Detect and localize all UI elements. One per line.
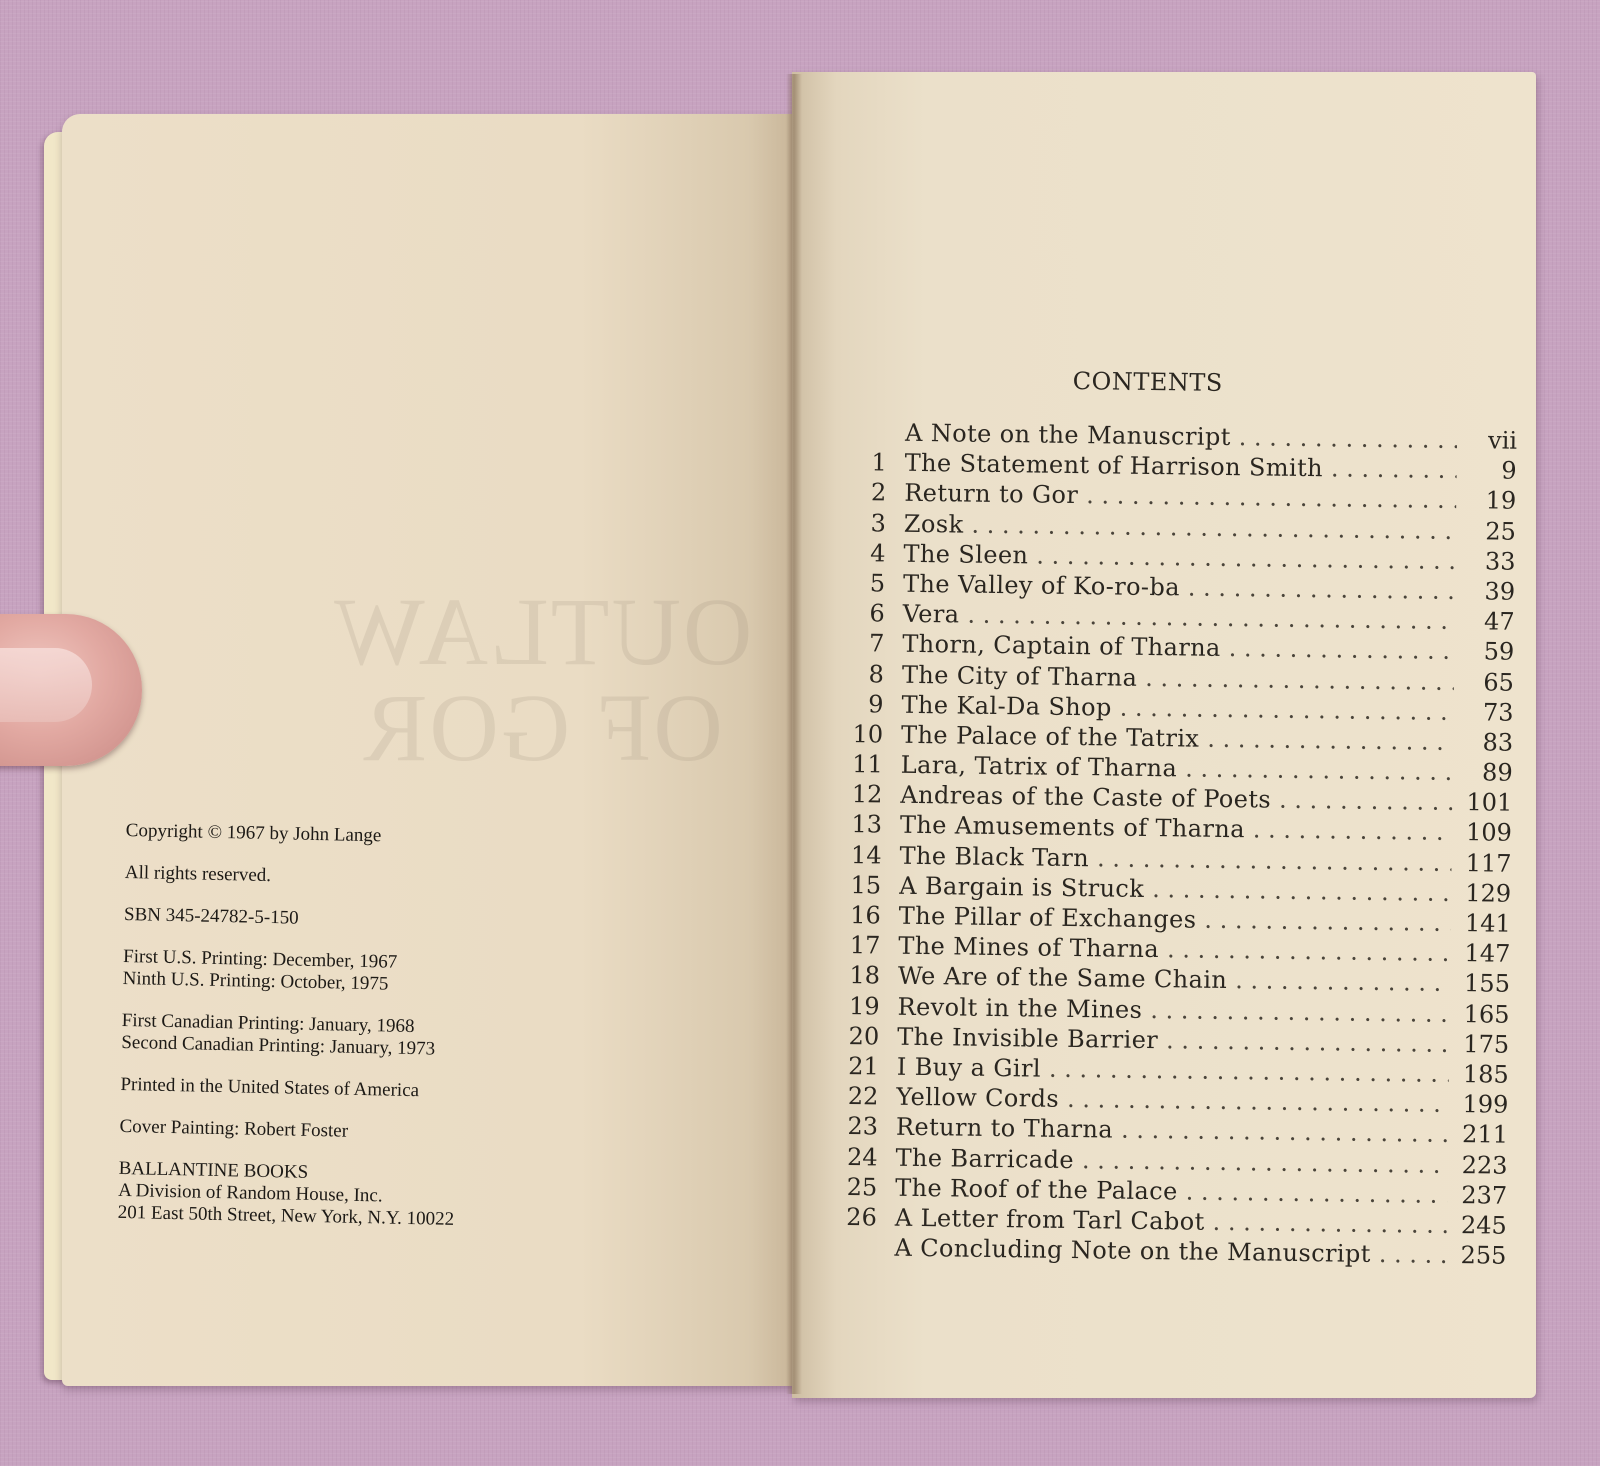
toc-dot-leader: [1082, 1146, 1448, 1179]
toc-chapter-title: The Black Tarn: [899, 841, 1090, 872]
book-spine-gutter: [786, 74, 802, 1394]
toc-chapter-number: 18: [849, 961, 881, 990]
toc-dot-leader: [1186, 1177, 1448, 1208]
toc-chapter-number: 19: [848, 991, 880, 1021]
cover-painting-line: Cover Painting: Robert Foster: [119, 1115, 349, 1142]
toc-chapter-number: 17: [849, 931, 881, 960]
toc-chapter-title: The Mines of Tharna: [898, 931, 1160, 964]
toc-page-number: 109: [1465, 818, 1513, 848]
toc-dot-leader: [1229, 634, 1455, 665]
toc-page-number: 89: [1481, 758, 1513, 787]
toc-chapter-title: Lara, Tatrix of Tharna: [900, 750, 1178, 783]
printed-in-line: Printed in the United States of America: [120, 1073, 420, 1102]
toc-dot-leader: [1067, 1085, 1449, 1118]
toc-chapter-number: 24: [846, 1142, 878, 1171]
toc-chapter-title: Andreas of the Caste of Poets: [900, 780, 1272, 814]
toc-chapter-number: 4: [870, 539, 886, 568]
toc-list: [836, 418, 1517, 1272]
thumbnail: [0, 648, 92, 722]
toc-chapter-title: The Amusements of Tharna: [899, 811, 1246, 844]
toc-dot-leader: [967, 601, 1455, 635]
toc-dot-leader: [1204, 906, 1451, 937]
toc-chapter-title: Return to Gor: [904, 479, 1079, 510]
toc-chapter-number: 13: [851, 810, 883, 839]
toc-chapter-title: The City of Tharna: [901, 660, 1138, 692]
toc-dot-leader: [1239, 423, 1458, 454]
toc-page-number: 165: [1463, 999, 1510, 1029]
toc-dot-leader: [1152, 875, 1451, 907]
toc-chapter-number: 21: [848, 1052, 879, 1081]
toc-chapter-number: 26: [846, 1202, 878, 1232]
toc-chapter-number: 3: [870, 508, 887, 538]
toc-dot-leader: [1166, 1026, 1449, 1058]
toc-dot-leader: [1212, 1208, 1446, 1239]
second-canadian-printing-line: Second Canadian Printing: January, 1973: [121, 1031, 436, 1060]
publisher-address: 201 East 50th Street, New York, N.Y. 10022: [117, 1201, 455, 1230]
toc-chapter-number: 8: [868, 659, 885, 688]
toc-chapter-title: A Bargain is Struck: [898, 871, 1145, 903]
toc-chapter-number: 7: [868, 629, 885, 658]
toc-dot-leader: [1331, 455, 1457, 485]
toc-dot-leader: [1253, 816, 1452, 847]
toc-chapter-number: 11: [852, 750, 883, 779]
toc-chapter-number: [836, 1255, 894, 1256]
toc-chapter-number: 10: [852, 719, 884, 749]
toc-page-number: 223: [1461, 1150, 1508, 1180]
toc-dot-leader: [1279, 786, 1453, 816]
toc-dot-leader: [1188, 573, 1456, 604]
toc-dot-leader: [1167, 935, 1451, 967]
toc-dot-leader: [1086, 482, 1456, 515]
toc-chapter-number: 16: [850, 901, 881, 930]
toc-chapter-title: The Barricade: [895, 1143, 1075, 1174]
toc-page-number: 25: [1485, 516, 1517, 546]
toc-chapter-number: 5: [869, 569, 886, 598]
toc-chapter-title: Yellow Cords: [896, 1082, 1060, 1113]
toc-chapter-number: 14: [850, 840, 882, 870]
toc-chapter-number: 22: [847, 1082, 879, 1111]
toc-dot-leader: [1120, 693, 1454, 725]
toc-chapter-number: 1: [871, 448, 887, 477]
toc-chapter-title: Vera: [902, 599, 960, 629]
toc-dot-leader: [1185, 755, 1453, 786]
toc-chapter-title: The Pillar of Exchanges: [898, 901, 1197, 934]
rights-line: All rights reserved.: [124, 861, 272, 887]
first-us-printing-line: First U.S. Printing: December, 1967: [122, 945, 398, 973]
toc-page-number: 101: [1466, 788, 1513, 817]
toc-chapter-title: The Kal-Da Shop: [901, 690, 1112, 722]
toc-chapter-title: The Palace of the Tatrix: [900, 720, 1200, 753]
toc-dot-leader: [1150, 996, 1450, 1028]
toc-chapter-number: 2: [870, 478, 887, 507]
toc-chapter-number: 12: [851, 780, 883, 809]
toc-chapter-title: A Note on the Manuscript: [904, 418, 1231, 452]
toc-dot-leader: [971, 510, 1456, 544]
toc-chapter-number: 6: [869, 599, 885, 628]
toc-chapter-number: 9: [868, 689, 884, 719]
toc-page-number: 155: [1463, 969, 1511, 999]
toc-page-number: 129: [1465, 878, 1512, 908]
toc-dot-leader: [1207, 725, 1453, 756]
toc-page-number: 19: [1485, 486, 1517, 516]
copyright-block: [118, 820, 646, 1235]
contents-heading: CONTENTS: [1072, 366, 1223, 397]
toc-chapter-number: [847, 440, 905, 441]
toc-page-number: 245: [1460, 1210, 1507, 1240]
toc-page-number: 117: [1465, 848, 1512, 878]
toc-chapter-title: The Invisible Barrier: [897, 1022, 1159, 1054]
toc-dot-leader: [1235, 966, 1450, 997]
toc-chapter-number: 25: [846, 1172, 878, 1202]
toc-page-number: 65: [1483, 667, 1515, 697]
toc-chapter-title: The Valley of Ko-ro-ba: [902, 569, 1181, 602]
publisher-name: BALLANTINE BOOKS: [118, 1157, 309, 1183]
toc-page-number: 141: [1464, 909, 1511, 938]
toc-chapter-title: The Roof of the Palace: [895, 1173, 1178, 1206]
toc-page-number: 147: [1464, 939, 1511, 968]
first-canadian-printing-line: First Canadian Printing: January, 1968: [121, 1009, 415, 1038]
toc-chapter-title: Revolt in the Mines: [897, 992, 1143, 1024]
toc-page-number: 185: [1462, 1060, 1509, 1089]
toc-page-number: 83: [1482, 728, 1514, 757]
toc-chapter-title: The Sleen: [903, 539, 1029, 570]
sbn-line: SBN 345-24782-5-150: [123, 903, 299, 929]
toc-page-number: 47: [1483, 607, 1515, 636]
toc-page-number: 73: [1482, 698, 1514, 727]
toc-page-number: 175: [1463, 1029, 1510, 1059]
toc-dot-leader: [1379, 1240, 1447, 1269]
toc-chapter-title: Return to Tharna: [895, 1113, 1114, 1144]
toc-page-number: 255: [1460, 1241, 1507, 1270]
toc-chapter-title: We Are of the Same Chain: [897, 962, 1228, 995]
toc-dot-leader: [1049, 1055, 1449, 1088]
toc-chapter-title: Zosk: [903, 509, 964, 539]
toc-chapter-title: A Concluding Note on the Manuscript: [894, 1233, 1371, 1268]
toc-chapter-number: 15: [850, 870, 882, 900]
publisher-division: A Division of Random House, Inc.: [118, 1179, 383, 1207]
toc-dot-leader: [1121, 1116, 1448, 1148]
toc-dot-leader: [1097, 844, 1452, 877]
show-through-title-text: OUTLAW OF GOR: [332, 578, 753, 781]
toc-page-number: 33: [1484, 547, 1516, 576]
toc-chapter-title: I Buy a Girl: [896, 1052, 1042, 1083]
toc-page-number: 9: [1501, 456, 1517, 485]
toc-chapter-number: 23: [847, 1112, 879, 1141]
ninth-us-printing-line: Ninth U.S. Printing: October, 1975: [122, 967, 389, 995]
toc-dot-leader: [1036, 541, 1455, 574]
toc-page-number: 211: [1461, 1120, 1509, 1150]
table-of-contents: [836, 364, 1518, 1272]
toc-chapter-title: A Letter from Tarl Cabot: [894, 1203, 1205, 1236]
toc-page-number: 199: [1462, 1090, 1509, 1119]
toc-chapter-title: Thorn, Captain of Tharna: [902, 630, 1221, 663]
toc-page-number: 237: [1461, 1180, 1508, 1210]
toc-dot-leader: [1145, 663, 1454, 695]
toc-chapter-number: 20: [848, 1021, 880, 1051]
toc-page-number: vii: [1487, 426, 1518, 455]
toc-chapter-title: The Statement of Harrison Smith: [904, 448, 1324, 483]
toc-page-number: 39: [1484, 577, 1516, 606]
toc-page-number: 59: [1483, 637, 1515, 667]
copyright-line: Copyright © 1967 by John Lange: [125, 820, 382, 847]
